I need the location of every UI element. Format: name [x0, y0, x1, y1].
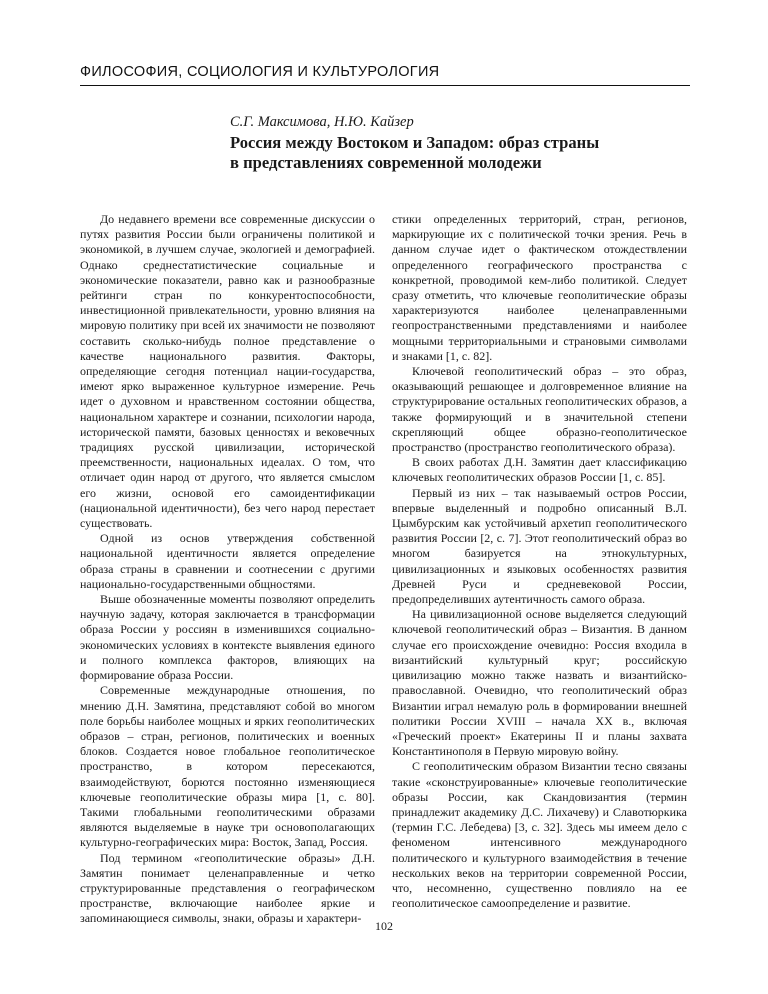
- article-title-line-1: Россия между Востоком и Западом: образ страны: [230, 133, 600, 152]
- header-rule: [80, 85, 690, 86]
- running-header: ФИЛОСОФИЯ, СОЦИОЛОГИЯ И КУЛЬТУРОЛОГИЯ: [80, 64, 440, 80]
- paragraph: Современные международные отношения, по мнению Д.Н. Замятина, представляют собой во многом поле борьбы наиболее мощных и ярких геополитических образов – стран, регионов, политических и военных блоков. Создается новое глобальное геополитическое пространство, в котором пересекаются, взаимодействуют, борются постоянно изменяющиеся ключевые геополитические образы мира [1, с. 80]. Такими глобальными геополитическими образами являются выделяемые в науке три основополагающих культурно-географических мира: Восток, Запад, Россия.: [80, 683, 375, 850]
- paragraph: Ключевой геополитический образ – это образ, оказывающий решающее и долговременное влияние на структурирование остальных геополитических образов, а также формирующий и в значительной степени скрепляющий общее образно-геополитическое пространство (пространство геополитического образа).: [392, 364, 687, 455]
- paragraph: До недавнего времени все современные дискуссии о путях развития России были ограничены политикой и экономикой, в лучшем случае, экологией и демографией. Однако среднестатистические социальные и экономические показатели, равно как и разнообразные рейтинги стран по конкурентоспособности, инвестиционной привлекательности, уровню влияния на мировую политику при всей их значимости не позволяют составить сколько-нибудь полное представление о качестве национального развития. Факторы, определяющие сегодня потенциал нации-государства, имеют ярко выраженное культурное измерение. Речь идет о духовном и нравственном состоянии общества, национальном характере и сознании, психологии народа, исторической памяти, базовых ценностях и вековечных традициях русской цивилизации, исторической преемственности, национальных идеалах. О том, что отличает один народ от другого, что является смыслом его жизни, основой его самоидентификации (национальной идентичности), без чего народ перестает существовать.: [80, 212, 375, 531]
- article-title-line-2: в представлениях современной молодежи: [230, 153, 542, 172]
- paragraph: Первый из них – так называемый остров России, впервые выделенный и подробно описанный В.Л. Цымбурским как устойчивый архетип геополитического развития России [2, с. 7]. Этот геополитический образ во многом базируется на этнокультурных, цивилизационных и языковых особенностях развития Древней Руси и средневековой России, предопределивших аутентичность самого образа.: [392, 485, 687, 607]
- article-title: [230, 133, 690, 173]
- paragraph: В своих работах Д.Н. Замятин дает классификацию ключевых геополитических образов России [1, с. 85].: [392, 455, 687, 485]
- paragraph: стики определенных территорий, стран, регионов, маркирующие их с политической точки зрения. Речь в данном случае идет о фактическом отождествлении определенного географического пространства с конкретной, проводимой кем-либо политикой. Следует сразу отметить, что ключевые геополитические образы характеризуются наиболее целенаправленными геопространственными представлениями и наиболее мощными территориальными и страновыми символами и знаками [1, с. 82].: [392, 212, 687, 363]
- title-block: [230, 113, 690, 173]
- paragraph: Выше обозначенные моменты позволяют определить научную задачу, которая заключается в трансформации образа России у россиян в изменившихся социально-экономических условиях в контексте выявления единого и полного комплекса факторов, влияющих на формирование образа России.: [80, 592, 375, 683]
- page-number: 102: [375, 919, 393, 933]
- paragraph: Одной из основ утверждения собственной национальной идентичности является определение образа страны в сравнении и соотнесении с другими национально-государственными общностями.: [80, 531, 375, 591]
- right-column: [392, 212, 687, 911]
- paragraph: На цивилизационной основе выделяется следующий ключевой геополитический образ – Византия. В данном случае его происхождение очевидно: Россия входила в византийский культурный круг; российскую цивилизацию можно также назвать и византийско-православной. Очевидно, что геополитический образ Византии играл немалую роль в формировании внешней политики России XVIII – начала XX в., включая «Греческий проект» Екатерины II и планы захвата Константинополя в Первую мировую войну.: [392, 607, 687, 759]
- article-authors: С.Г. Максимова, Н.Ю. Кайзер: [230, 114, 414, 130]
- left-column: [80, 212, 375, 927]
- paragraph: Под термином «геополитические образы» Д.Н. Замятин понимает целенаправленные и четко структурированные представления о географическом пространстве, включающие наиболее яркие и запоминающиеся символы, знаки, образы и характери-: [80, 850, 375, 926]
- paragraph: С геополитическим образом Византии тесно связаны такие «сконструированные» ключевые геополитические образы России, как Скандовизантия (термин принадлежит академику Д.С. Лихачеву) и Славотюркика (термин Г.С. Лебедева) [3, с. 32]. Здесь мы имеем дело с феноменом интенсивного международного политического и культурного взаимодействия в течение нескольких веков на территории современной России, что, несомненно, существенно повлияло на ее геополитическое самоопределение и развитие.: [392, 759, 687, 911]
